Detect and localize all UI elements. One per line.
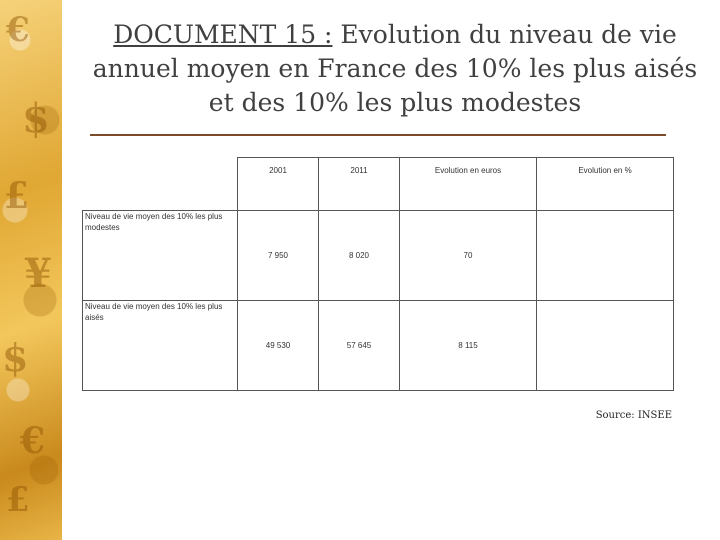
column-header: 2011 bbox=[319, 158, 400, 211]
table-corner bbox=[83, 158, 238, 211]
decorative-currency-band bbox=[0, 0, 62, 540]
source-note: Source: INSEE bbox=[595, 410, 672, 421]
page-title bbox=[90, 18, 700, 120]
yen-icon: ¥ bbox=[24, 250, 52, 297]
title-text: Evolution du niveau de vie annuel moyen en France des 10% les plus aisés et des 10% les plus modestes bbox=[92, 20, 698, 117]
column-header: Evolution en % bbox=[537, 158, 674, 211]
column-header: 2001 bbox=[238, 158, 319, 211]
table-cell bbox=[537, 301, 674, 391]
table-cell: 8 115 bbox=[400, 301, 537, 391]
table-cell: 49 530 bbox=[238, 301, 319, 391]
title-divider bbox=[90, 134, 666, 136]
euro-icon: € bbox=[6, 10, 30, 50]
pound-icon: £ bbox=[6, 480, 30, 520]
table-cell: 57 645 bbox=[319, 301, 400, 391]
column-header: Evolution en euros bbox=[400, 158, 537, 211]
euro-icon: € bbox=[20, 420, 46, 462]
dollar-icon: $ bbox=[2, 335, 29, 380]
document-number: DOCUMENT 15 : bbox=[113, 20, 333, 49]
pound-icon: £ bbox=[4, 175, 30, 217]
row-header: Niveau de vie moyen des 10% les plus aisés bbox=[83, 301, 238, 391]
row-header: Niveau de vie moyen des 10% les plus modestes bbox=[83, 211, 238, 301]
table-cell: 70 bbox=[400, 211, 537, 301]
data-table bbox=[82, 157, 674, 391]
table-row bbox=[83, 211, 674, 301]
table-header-row bbox=[83, 158, 674, 211]
dollar-icon: $ bbox=[22, 95, 50, 142]
table-row bbox=[83, 301, 674, 391]
table-cell: 7 950 bbox=[238, 211, 319, 301]
table-cell: 8 020 bbox=[319, 211, 400, 301]
table-cell bbox=[537, 211, 674, 301]
